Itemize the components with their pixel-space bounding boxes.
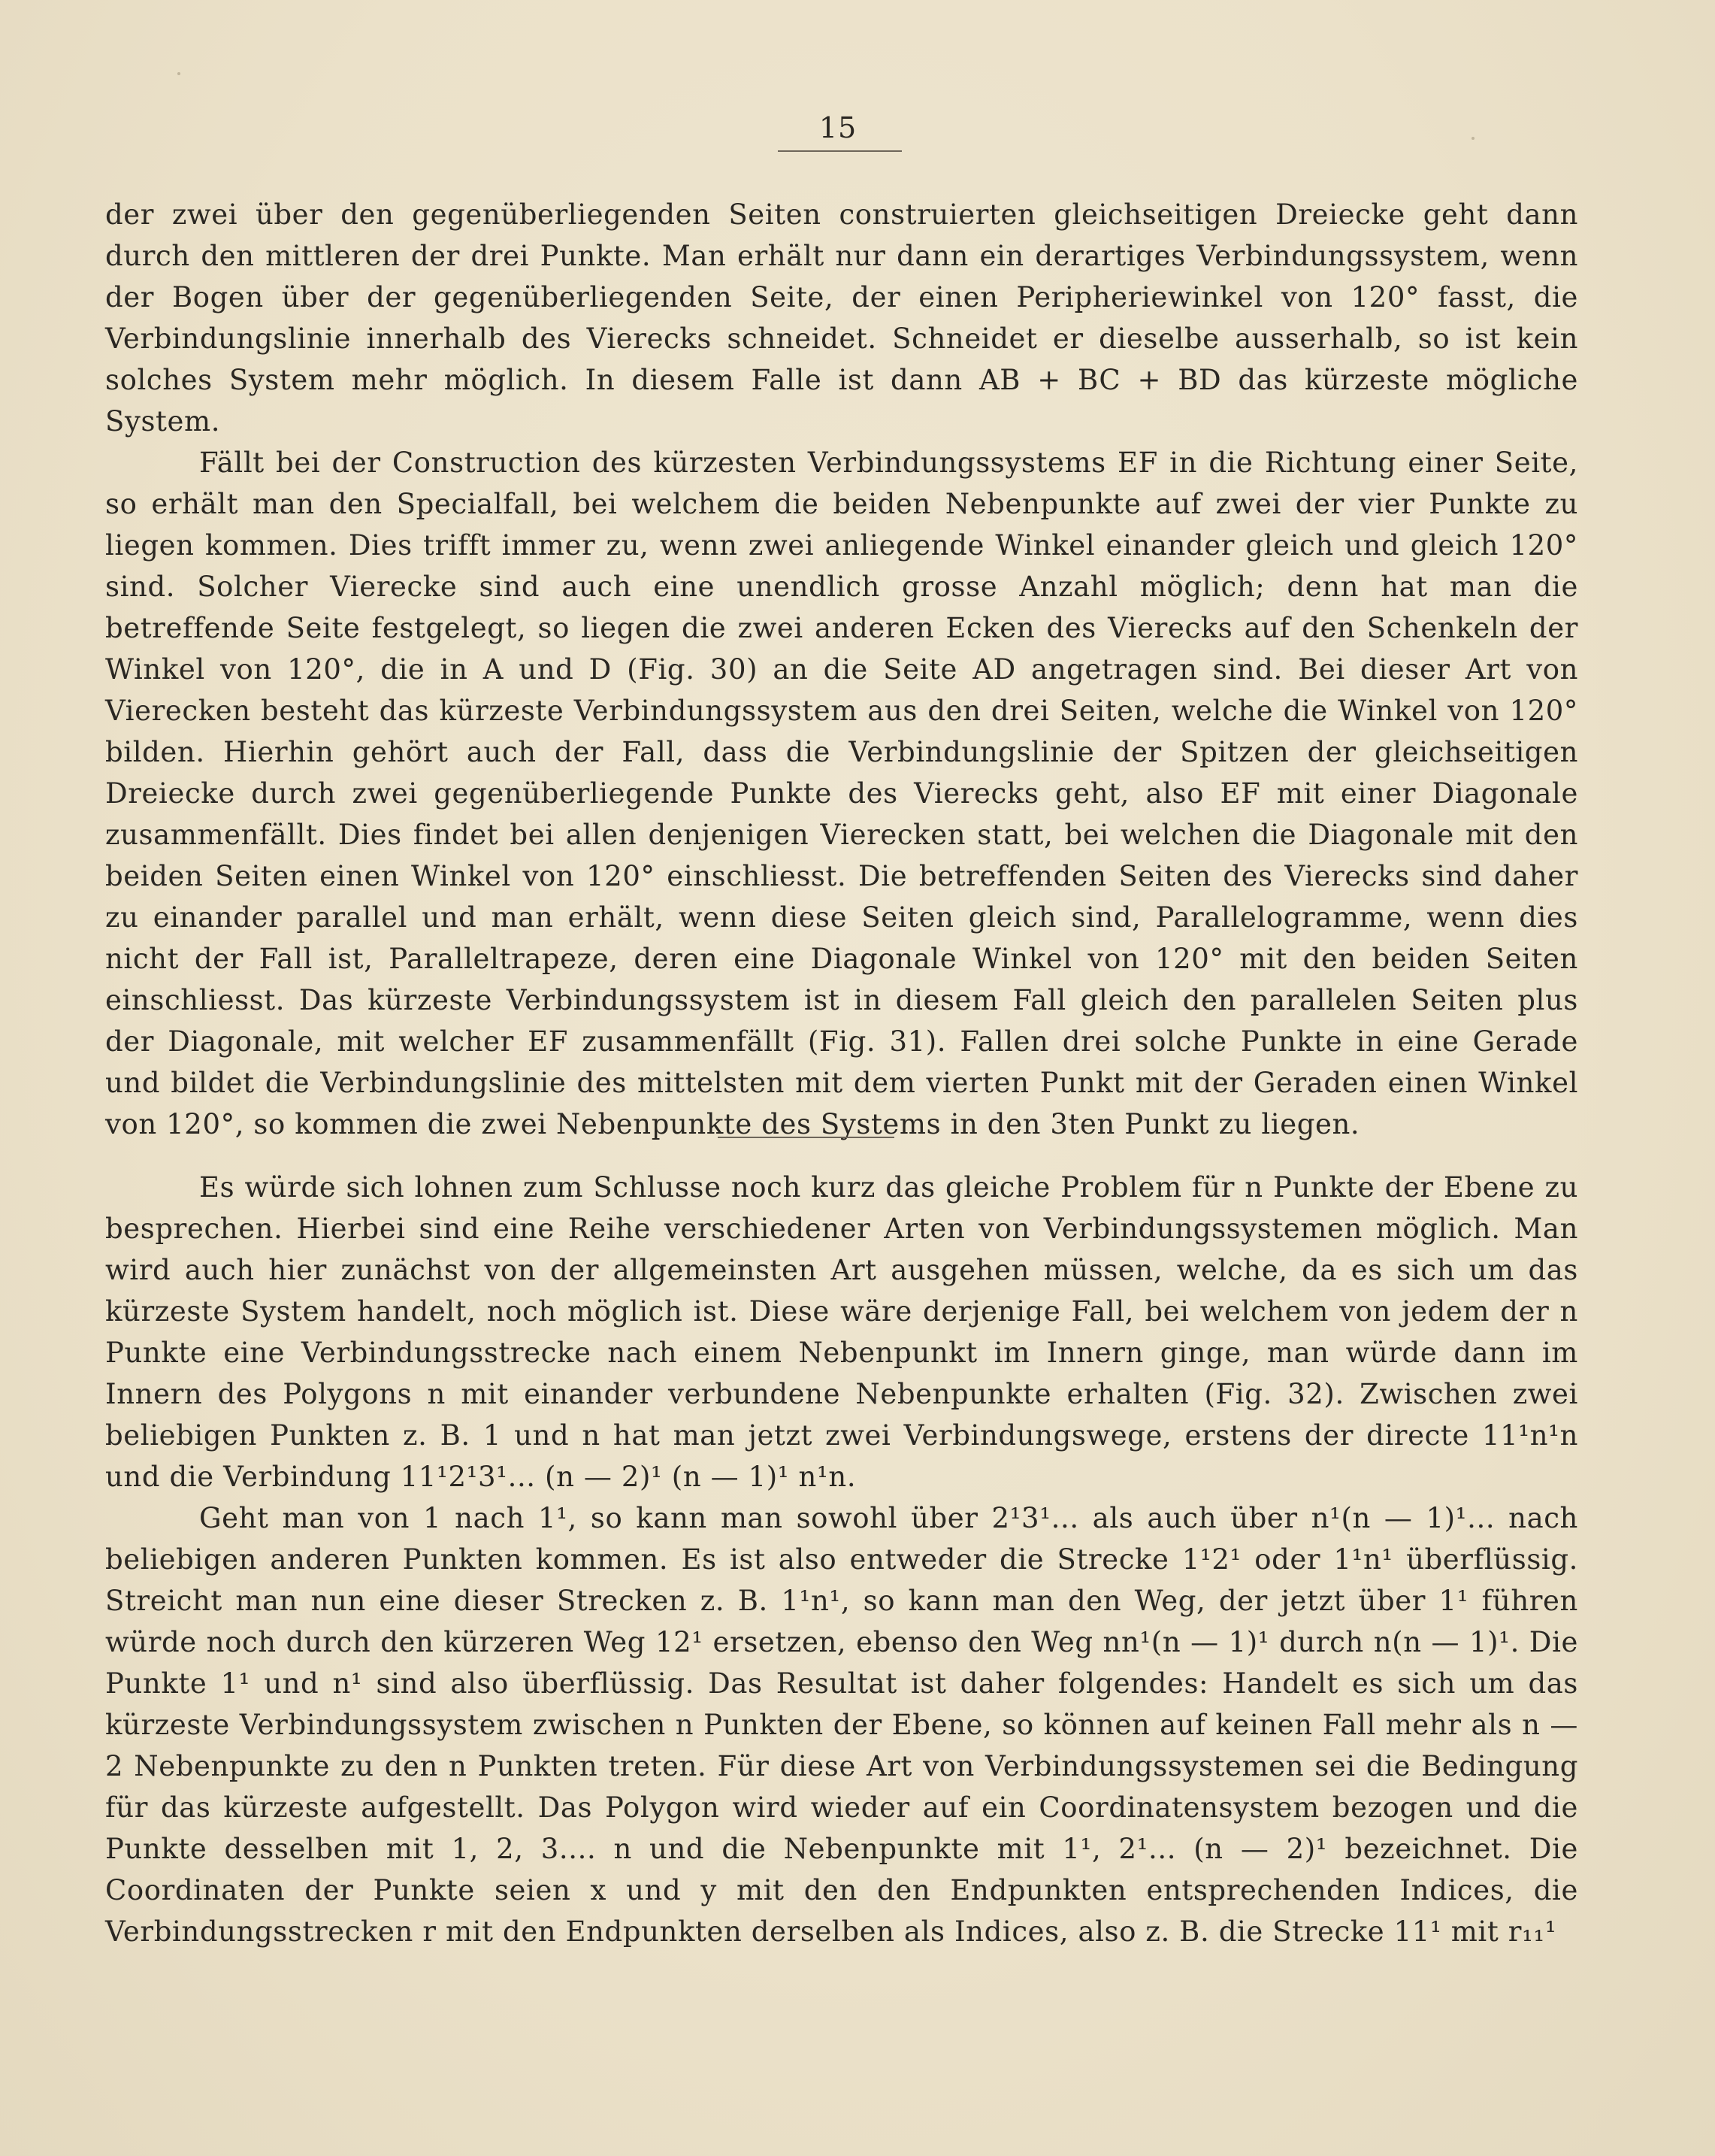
section-1 bbox=[105, 194, 1578, 1145]
paragraph: Fällt bei der Construction des kürzesten Verbindungssystems EF in die Richtung einer Seite, so erhält man den Specialfall, bei welchem die beiden Nebenpunkte auf zwei der vier Punkte zu liegen kommen. Dies trifft immer zu, wenn zwei anliegende Winkel einander gleich und gleich 120° sind. Solcher Vierecke sind auch eine unendlich grosse Anzahl möglich; denn hat man die betreffende Seite festgelegt, so liegen die zwei anderen Ecken des Vierecks auf den Schenkeln der Winkel von 120°, die in A und D (Fig. 30) an die Seite AD angetragen sind. Bei dieser Art von Vierecken besteht das kürzeste Verbindungssystem aus den drei Seiten, welche die Winkel von 120° bilden. Hierhin gehört auch der Fall, dass die Verbindungslinie der Spitzen der gleichseitigen Dreiecke durch zwei gegenüberliegende Punkte des Vierecks geht, also EF mit einer Diagonale zusammenfällt. Dies findet bei allen denjenigen Vierecken statt, bei welchen die Diagonale mit den beiden Seiten einen Winkel von 120° einschliesst. Die betreffenden Seiten des Vierecks sind daher zu einander parallel und man erhält, wenn diese Seiten gleich sind, Parallelogramme, wenn dies nicht der Fall ist, Paralleltrapeze, deren eine Diagonale Winkel von 120° mit den beiden Seiten einschliesst. Das kürzeste Verbindungssystem ist in diesem Fall gleich den parallelen Seiten plus der Diagonale, mit welcher EF zusammenfällt (Fig. 31). Fallen drei solche Punkte in eine Gerade und bildet die Verbindungslinie des mittelsten mit dem vierten Punkt mit der Geraden einen Winkel von 120°, so kommen die zwei Nebenpunkte des Systems in den 3ten Punkt zu liegen. bbox=[105, 447, 1578, 1140]
paragraph: Es würde sich lohnen zum Schlusse noch kurz das gleiche Problem für n Punkte der Ebene zu besprechen. Hierbei sind eine Reihe verschiedener Arten von Verbindungssystemen möglich. Man wird auch hier zunächst von der allgemeinsten Art ausgehen müssen, welche, da es sich um das kürzeste System handelt, noch möglich ist. Diese wäre derjenige Fall, bei welchem von jedem der n Punkte eine Verbindungsstrecke nach einem Nebenpunkt im Innern ginge, man würde dann im Innern des Polygons n mit einander verbundene Nebenpunkte erhalten (Fig. 32). Zwischen zwei beliebigen Punkten z. B. 1 und n hat man jetzt zwei Verbindungswege, erstens der directe 11¹n¹n und die Verbindung 11¹2¹3¹... (n — 2)¹ (n — 1)¹ n¹n. bbox=[105, 1171, 1578, 1493]
paper-speck bbox=[177, 72, 180, 75]
section-divider bbox=[718, 1137, 894, 1138]
paragraph: der zwei über den gegenüberliegenden Seiten construierten gleichseitigen Dreiecke geht dann durch den mittleren der drei Punkte. Man erhält nur dann ein derartiges Verbindungssystem, wenn der Bogen über der gegenüberliegenden Seite, der einen Peripheriewinkel von 120° fasst, die Verbindungslinie innerhalb des Vierecks schneidet. Schneidet er dieselbe ausserhalb, so ist kein solches System mehr möglich. In diesem Falle ist dann AB + BC + BD das kürzeste mögliche System. bbox=[105, 198, 1578, 438]
paper-speck bbox=[1472, 137, 1475, 140]
paragraph: Geht man von 1 nach 1¹, so kann man sowohl über 2¹3¹... als auch über n¹(n — 1)¹... nach beliebigen anderen Punkten kommen. Es ist also entweder die Strecke 1¹2¹ oder 1¹n¹ überflüssig. Streicht man nun eine dieser Strecken z. B. 1¹n¹, so kann man den Weg, der jetzt über 1¹ führen würde noch durch den kürzeren Weg 12¹ ersetzen, ebenso den Weg nn¹(n — 1)¹ durch n(n — 1)¹. Die Punkte 1¹ und n¹ sind also überflüssig. Das Resultat ist daher folgendes: Handelt es sich um das kürzeste Verbindungssystem zwischen n Punkten der Ebene, so können auf keinen Fall mehr als n — 2 Nebenpunkte zu den n Punkten treten. Für diese Art von Verbindungssystemen sei die Bedingung für das kürzeste aufgestellt. Das Polygon wird wieder auf ein Coordinatensystem bezogen und die Punkte desselben mit 1, 2, 3.... n und die Nebenpunkte mit 1¹, 2¹... (n — 2)¹ bezeichnet. Die Coordinaten der Punkte seien x und y mit den den Endpunkten entsprechenden Indices, die Verbindungsstrecken r mit den Endpunkten derselben als Indices, also z. B. die Strecke 11¹ mit r₁₁¹ bbox=[105, 1502, 1578, 1948]
section-2 bbox=[105, 1167, 1578, 1952]
page-number: 15 bbox=[818, 111, 858, 144]
page-number-rule bbox=[778, 150, 902, 152]
